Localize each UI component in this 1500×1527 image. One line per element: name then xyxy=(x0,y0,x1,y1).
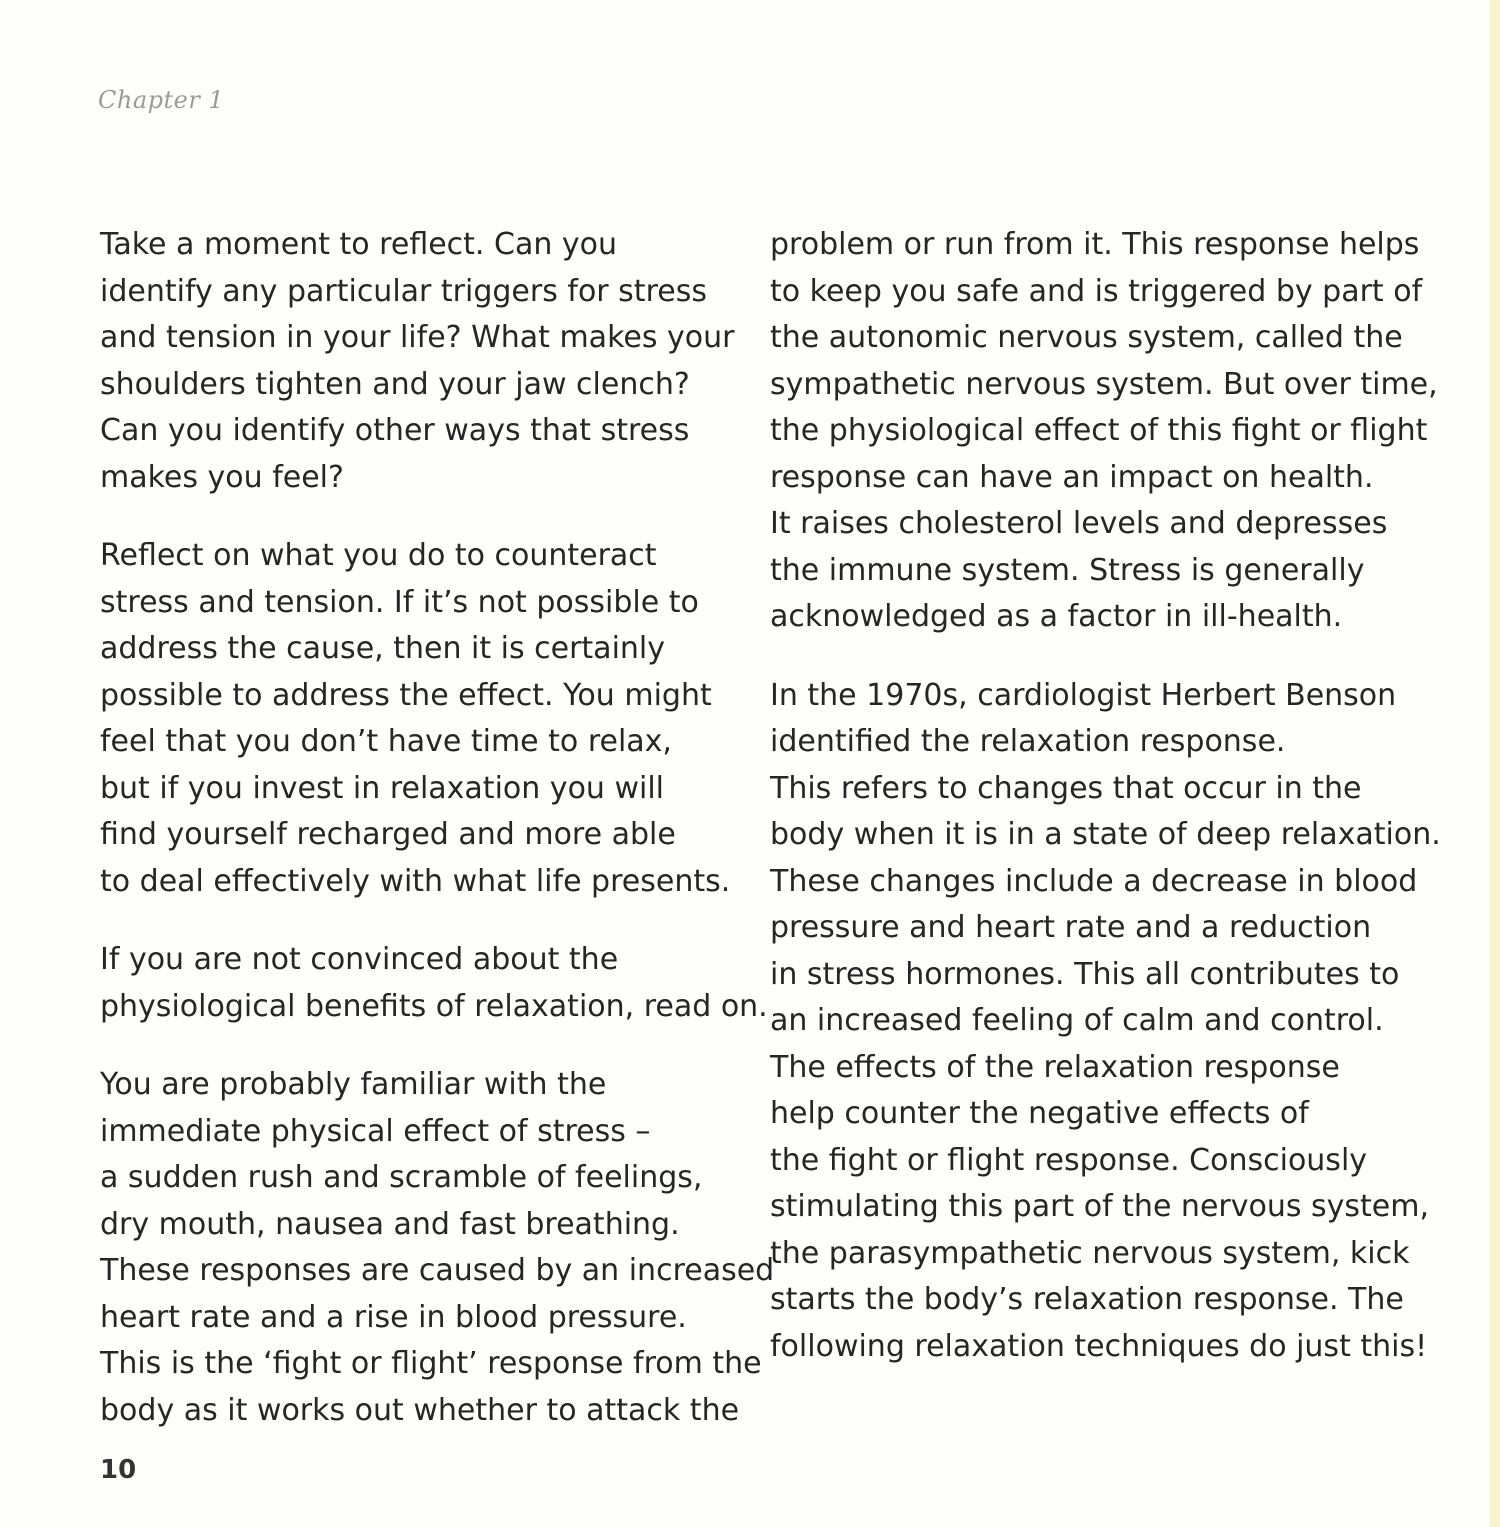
text-line: find yourself recharged and more able xyxy=(100,817,676,852)
text-line: an increased feeling of calm and control. xyxy=(770,1003,1384,1038)
right-column xyxy=(770,222,1441,1370)
text-line: following relaxation techniques do just this! xyxy=(770,1328,1428,1364)
text-line: body as it works out whether to attack the xyxy=(100,1392,740,1428)
text-line: These responses are caused by an increased xyxy=(100,1253,775,1288)
text-line: This is the ‘fight or flight’ response from the xyxy=(100,1346,762,1381)
text-line: a sudden rush and scramble of feelings, xyxy=(100,1160,703,1195)
text-line: problem or run from it. This response helps xyxy=(770,227,1420,262)
text-line: In the 1970s, cardiologist Herbert Benson xyxy=(770,677,1397,713)
text-line: starts the body’s relaxation response. The xyxy=(770,1282,1404,1317)
text-line: You are probably familiar with the xyxy=(100,1067,607,1102)
text-line: Take a moment to reflect. Can you xyxy=(100,227,618,262)
text-line: heart rate and a rise in blood pressure. xyxy=(100,1299,687,1335)
paragraph xyxy=(100,1062,775,1434)
text-line: help counter the negative effects of xyxy=(770,1096,1309,1131)
text-line: feel that you don’t have time to relax, xyxy=(100,724,672,759)
text-line: but if you invest in relaxation you will xyxy=(100,770,665,806)
chapter-label: Chapter 1 xyxy=(98,86,225,114)
text-line: the autonomic nervous system, called the xyxy=(770,320,1403,355)
text-line: Can you identify other ways that stress xyxy=(100,413,690,448)
text-line: dry mouth, nausea and fast breathing. xyxy=(100,1206,680,1242)
text-line: address the cause, then it is certainly xyxy=(100,631,666,666)
text-line: in stress hormones. This all contributes to xyxy=(770,956,1400,992)
page-number: 10 xyxy=(100,1455,137,1485)
text-line: The effects of the relaxation response xyxy=(770,1049,1340,1085)
text-line: the physiological effect of this fight or flight xyxy=(770,413,1428,448)
left-column xyxy=(100,222,775,1434)
text-line: pressure and heart rate and a reduction xyxy=(770,910,1372,945)
text-line: If you are not convinced about the xyxy=(100,942,619,977)
text-line: sympathetic nervous system. But over time, xyxy=(770,366,1438,402)
text-line: the parasympathetic nervous system, kick xyxy=(770,1235,1410,1271)
paragraph xyxy=(100,533,740,905)
text-line: to keep you safe and is triggered by part of xyxy=(770,273,1423,309)
text-line: stress and tension. If it’s not possible to xyxy=(100,584,699,620)
text-line: possible to address the effect. You might xyxy=(100,677,712,713)
text-line: Reflect on what you do to counteract xyxy=(100,538,657,573)
text-line: identify any particular triggers for stress xyxy=(100,273,707,309)
paragraph xyxy=(770,673,1441,1371)
text-line: response can have an impact on health. xyxy=(770,459,1374,495)
text-line: the fight or flight response. Consciously xyxy=(770,1142,1368,1178)
text-line: shoulders tighten and your jaw clench? xyxy=(100,366,690,402)
text-line: acknowledged as a factor in ill-health. xyxy=(770,599,1343,634)
text-line: stimulating this part of the nervous system, xyxy=(770,1189,1430,1224)
text-line: immediate physical effect of stress – xyxy=(100,1113,651,1149)
page-edge xyxy=(1490,0,1500,1527)
paragraph xyxy=(100,937,768,1030)
text-line: identified the relaxation response. xyxy=(770,724,1286,759)
text-line: the immune system. Stress is generally xyxy=(770,552,1365,588)
paragraph xyxy=(770,222,1438,641)
text-line: to deal effectively with what life presents. xyxy=(100,863,731,899)
text-line: It raises cholesterol levels and depresses xyxy=(770,506,1388,541)
text-line: and tension in your life? What makes your xyxy=(100,320,735,355)
text-line: physiological benefits of relaxation, read on. xyxy=(100,988,768,1024)
paragraph xyxy=(100,222,740,501)
text-line: makes you feel? xyxy=(100,459,344,495)
text-line: This refers to changes that occur in the xyxy=(770,770,1362,806)
text-line: body when it is in a state of deep relaxation. xyxy=(770,817,1441,852)
text-line: These changes include a decrease in blood xyxy=(770,863,1418,899)
